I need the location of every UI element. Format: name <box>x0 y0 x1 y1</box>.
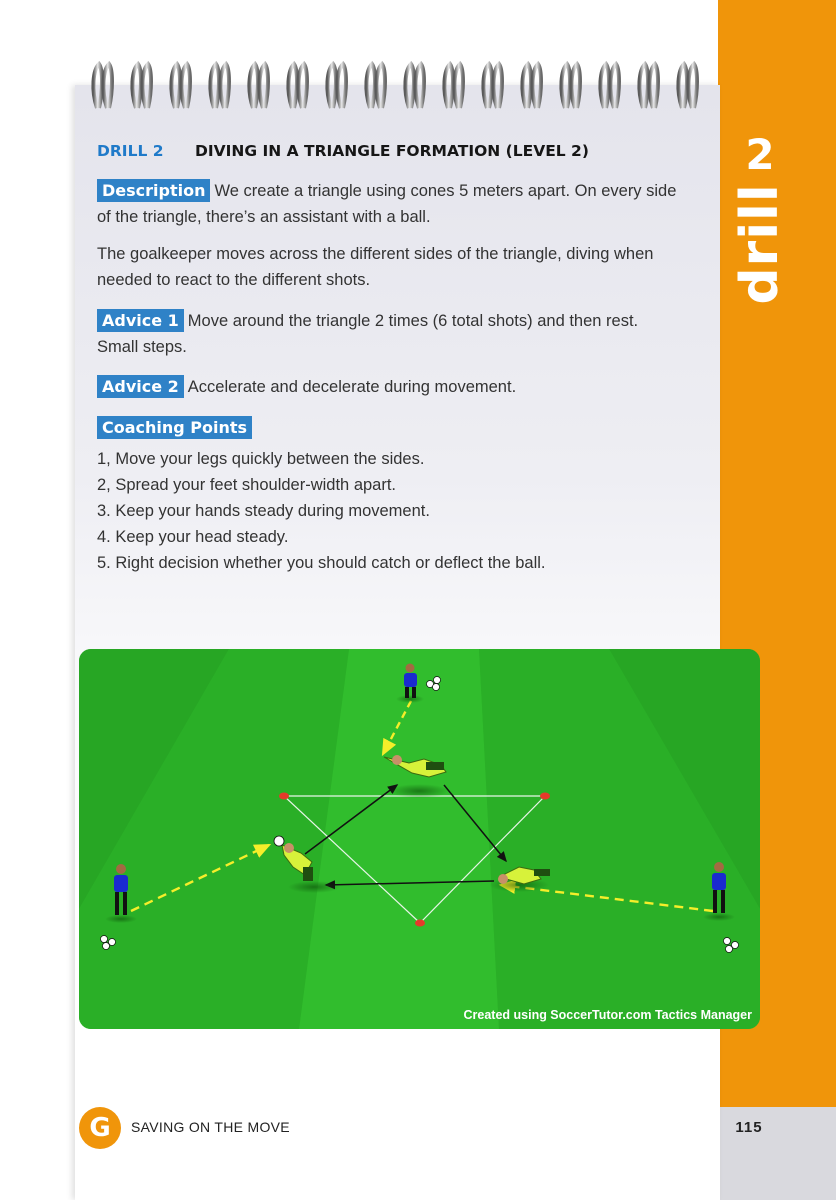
drill-diagram <box>79 649 760 1029</box>
description-para2-line-2: needed to react to the different shots. <box>97 271 371 289</box>
spiral-ring <box>132 64 141 108</box>
spiral-ring <box>337 64 346 108</box>
spiral-ring <box>561 64 570 108</box>
spiral-ring <box>298 64 307 108</box>
spiral-ring <box>571 64 580 108</box>
list-item: 1, Move your legs quickly between the sides. <box>97 450 425 468</box>
page-number: 115 <box>735 1119 763 1136</box>
spiral-ring <box>376 64 385 108</box>
spiral-ring <box>249 64 258 108</box>
cone <box>415 920 425 927</box>
list-item: 5. Right decision whether you should catch or deflect the ball. <box>97 554 546 572</box>
spiral-binding <box>85 60 715 120</box>
coaching-points-tag: Coaching Points <box>97 416 252 439</box>
spiral-ring <box>171 64 180 108</box>
coaching-points-list <box>97 446 697 576</box>
list-item: 3. Keep your hands steady during movement. <box>97 502 430 520</box>
description-paragraph-2 <box>97 241 697 293</box>
description-para2-line-1: The goalkeeper moves across the different sides of the triangle, diving when <box>97 245 654 263</box>
spiral-ring <box>649 64 658 108</box>
drill-word: drill <box>730 183 790 305</box>
spiral-ring <box>454 64 463 108</box>
spiral-ring <box>493 64 502 108</box>
list-item: 4. Keep your head steady. <box>97 528 289 546</box>
advice-1-paragraph <box>97 308 697 360</box>
spiral-ring <box>327 64 336 108</box>
spiral-ring <box>220 64 229 108</box>
drill-label: DRILL 2 <box>97 142 164 160</box>
spiral-ring <box>405 64 414 108</box>
advice-1-tag: Advice 1 <box>97 309 184 332</box>
spiral-ring <box>532 64 541 108</box>
spiral-ring <box>210 64 219 108</box>
drill-label-vertical <box>728 183 792 305</box>
spiral-ring <box>415 64 424 108</box>
spiral-ring <box>522 64 531 108</box>
spiral-ring <box>288 64 297 108</box>
spiral-ring <box>610 64 619 108</box>
description-line-1: We create a triangle using cones 5 meters apart. On every side <box>214 182 677 200</box>
spiral-ring <box>103 64 112 108</box>
description-tag: Description <box>97 179 210 202</box>
coaching-points-heading <box>97 415 697 441</box>
spiral-ring <box>678 64 687 108</box>
spiral-ring <box>181 64 190 108</box>
advice-2-tag: Advice 2 <box>97 375 184 398</box>
spiral-ring <box>366 64 375 108</box>
drill-title: DIVING IN A TRIANGLE FORMATION (LEVEL 2) <box>195 142 589 160</box>
cone <box>279 793 289 800</box>
drill-heading <box>97 141 697 161</box>
advice-2-paragraph <box>97 374 697 400</box>
spiral-ring <box>639 64 648 108</box>
section-title: SAVING ON THE MOVE <box>131 1119 290 1135</box>
spiral-ring <box>483 64 492 108</box>
description-paragraph <box>97 178 697 230</box>
advice-1-line-1: Move around the triangle 2 times (6 total shots) and then rest. <box>187 312 639 330</box>
spiral-ring <box>688 64 697 108</box>
spiral-ring <box>444 64 453 108</box>
diagram-credit: Created using SoccerTutor.com Tactics Manager <box>463 1008 752 1022</box>
cone <box>540 793 550 800</box>
list-item: 2, Spread your feet shoulder-width apart. <box>97 476 397 494</box>
spiral-ring <box>259 64 268 108</box>
spiral-ring <box>93 64 102 108</box>
spiral-ring <box>142 64 151 108</box>
advice-1-line-2: Small steps. <box>97 338 187 356</box>
advice-2-text: Accelerate and decelerate during movement. <box>187 378 517 396</box>
spiral-ring <box>600 64 609 108</box>
description-line-2: of the triangle, there’s an assistant with a ball. <box>97 208 431 226</box>
section-badge: G <box>79 1107 121 1149</box>
drill-number: 2 <box>745 130 775 179</box>
